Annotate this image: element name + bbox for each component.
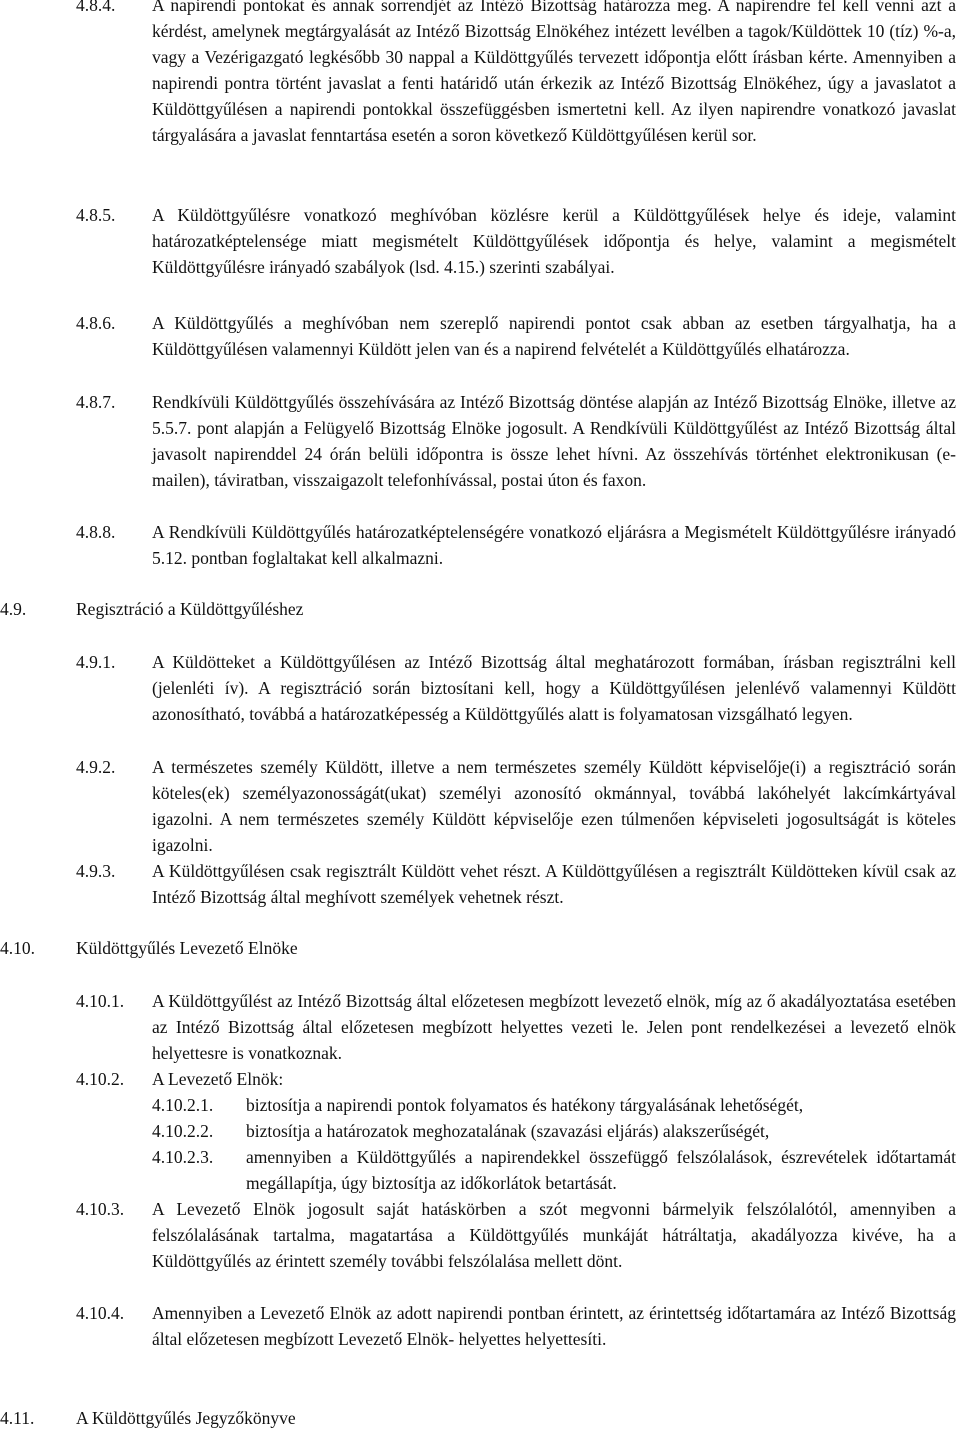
paragraph-text: A Küldöttgyűlésre vonatkozó meghívóban közlésre kerül a Küldöttgyűlések helye és ideje, valamint határozatképtelensége miatt megismételt Küldöttgyűlések időpontja és helye, valamint a megismételt Küldöttgyűlésre irányadó szabályok (lsd. 4.15.) szerinti szabályai. [152, 205, 956, 277]
section-number: 4.10. [0, 938, 35, 958]
paragraph-number: 4.10.2. [76, 1069, 125, 1089]
paragraph-text: A természetes személy Küldött, illetve a nem természetes személy Küldött képviselője(i) a regisztráció során köteles(ek) személyazonosságát(ukat) személyi azonosító okmánnyal, továbbá lakóhelyét lakcímkártyával igazolni. A nem természetes személy Küldött képviselője ezen túlmenően képviseleti jogosultságát is köteles igazolni. [152, 757, 956, 855]
paragraph-text: A Küldöttgyűlést az Intéző Bizottság által előzetesen megbízott levezető elnök, míg az ő akadályoztatása esetében az Intéző Bizottság által előzetesen megbízott helyettes vezeti le. Jelen pont rendelkezései a levezető elnök helyettesre is vonatkoznak. [152, 991, 956, 1063]
section-number: 4.11. [0, 1408, 35, 1428]
subparagraph-4-10-2-3 [152, 1144, 956, 1196]
subparagraph-text: biztosítja a határozatok meghozatalának (szavazási eljárás) alakszerűségét, [246, 1121, 770, 1141]
section-number: 4.9. [0, 599, 27, 619]
subparagraph-4-10-2-1 [152, 1092, 956, 1118]
section-title: Regisztráció a Küldöttgyűléshez [76, 599, 304, 619]
paragraph-4-10-3 [76, 1196, 956, 1274]
paragraph-number: 4.8.4. [76, 0, 116, 15]
paragraph-text: A Levezető Elnök jogosult saját hatáskörben a szót megvonni bármelyik felszólalótól, amennyiben a felszólalásának tartalma, magatartása a Küldöttgyűlés munkáját hátráltatja, akadályozza kivéve, ha a Küldöttgyűlés az érintett személy további felszólalása mellett dönt. [152, 1199, 956, 1271]
paragraph-text: A Küldötteket a Küldöttgyűlésen az Intéző Bizottság által meghatározott formában, írásban regisztrálni kell (jelenléti ív). A regisztráció során biztosítani kell, hogy a Küldöttgyűlésen jelenlévő valamennyi Küldött azonosítható, továbbá a határozatképesség a Küldöttgyűlés alatt is folyamatosan vizsgálható legyen. [152, 652, 956, 724]
subparagraph-4-10-2-2 [152, 1118, 956, 1144]
paragraph-4-10-4 [76, 1300, 956, 1352]
paragraph-text: A Rendkívüli Küldöttgyűlés határozatképtelenségére vonatkozó eljárásra a Megismételt Küldöttgyűlésre irányadó 5.12. pontban foglaltakat kell alkalmazni. [152, 522, 956, 568]
paragraph-4-10-1 [76, 988, 956, 1066]
paragraph-4-8-4 [76, 0, 956, 148]
paragraph-text: A Küldöttgyűlés a meghívóban nem szereplő napirendi pontot csak abban az esetben tárgyalhatja, ha a Küldöttgyűlésen valamennyi Küldött jelen van és a napirend felvételét a Küldöttgyűlés elhatározza. [152, 313, 956, 359]
paragraph-number: 4.9.1. [76, 652, 116, 672]
paragraph-text: A Küldöttgyűlésen csak regisztrált Küldött vehet részt. A Küldöttgyűlésen a regisztrált Küldötteken kívül csak az Intéző Bizottság által meghívott személyek vehetnek részt. [152, 861, 956, 907]
paragraph-4-9-3 [76, 858, 956, 910]
paragraph-number: 4.9.2. [76, 757, 116, 777]
paragraph-number: 4.8.6. [76, 313, 116, 333]
paragraph-text: A napirendi pontokat és annak sorrendjét az Intéző Bizottság határozza meg. A napirendre fel kell venni azt a kérdést, amelynek megtárgyalását az Intéző Bizottság Elnökéhez intézett levélben a tagok/Küldöttek 10 (tíz) %-a, vagy a Vezérigazgató legkésőbb 30 nappal a Küldöttgyűlés tervezett időpontja előtt írásban kérte. Amennyiben a napirendi pontra történt javaslat a fenti határidő után érkezik az Intéző Bizottság Elnökéhez, úgy a javaslatot a Küldöttgyűlésen a napirendi pontokkal összefüggésben ismertetni kell. Az ilyen napirendre vonatkozó javaslat tárgyalására a javaslat fenntartása esetén a soron következő Küldöttgyűlésen kerül sor. [152, 0, 956, 145]
paragraph-number: 4.8.5. [76, 205, 116, 225]
paragraph-number: 4.9.3. [76, 861, 116, 881]
subparagraph-number: 4.10.2.3. [152, 1147, 214, 1167]
paragraph-number: 4.10.3. [76, 1199, 125, 1219]
paragraph-text: A Levezető Elnök: [152, 1069, 284, 1089]
subparagraph-number: 4.10.2.1. [152, 1095, 214, 1115]
paragraph-text: Rendkívüli Küldöttgyűlés összehívására az Intéző Bizottság döntése alapján az Intéző Bizottság Elnöke, illetve az 5.5.7. pont alapján a Felügyelő Bizottság Elnöke jogosult. A Rendkívüli Küldöttgyűlést az Intéző Bizottság által javasolt napirenddel 24 órán belüli időpontra is össze lehet hívni. Az összehívás történhet elektronikusan (e-mailen), táviratban, visszaigazolt telefonhívással, postai úton és faxon. [152, 392, 956, 490]
paragraph-number: 4.8.8. [76, 522, 116, 542]
paragraph-number: 4.10.1. [76, 991, 125, 1011]
section-title: A Küldöttgyűlés Jegyzőkönyve [76, 1408, 296, 1428]
paragraph-4-9-2 [76, 754, 956, 858]
paragraph-number: 4.10.4. [76, 1303, 125, 1323]
paragraph-4-8-8 [76, 519, 956, 571]
paragraph-4-8-6 [76, 310, 956, 362]
paragraph-4-9-1 [76, 649, 956, 727]
subparagraph-number: 4.10.2.2. [152, 1121, 214, 1141]
section-title: Küldöttgyűlés Levezető Elnöke [76, 938, 298, 958]
paragraph-4-10-2 [76, 1066, 956, 1092]
paragraph-4-8-7 [76, 389, 956, 493]
subparagraph-text: amennyiben a Küldöttgyűlés a napirendekkel összefüggő felszólalások, észrevételek időtartamát megállapítja, úgy biztosítja az időkorlátok betartását. [246, 1147, 956, 1193]
paragraph-number: 4.8.7. [76, 392, 116, 412]
paragraph-text: Amennyiben a Levezető Elnök az adott napirendi pontban érintett, az érintettség időtartamára az Intéző Bizottság által előzetesen megbízott Levezető Elnök- helyettes helyettesíti. [152, 1303, 956, 1349]
paragraph-4-8-5 [76, 202, 956, 280]
subparagraph-text: biztosítja a napirendi pontok folyamatos és hatékony tárgyalásának lehetőségét, [246, 1095, 804, 1115]
